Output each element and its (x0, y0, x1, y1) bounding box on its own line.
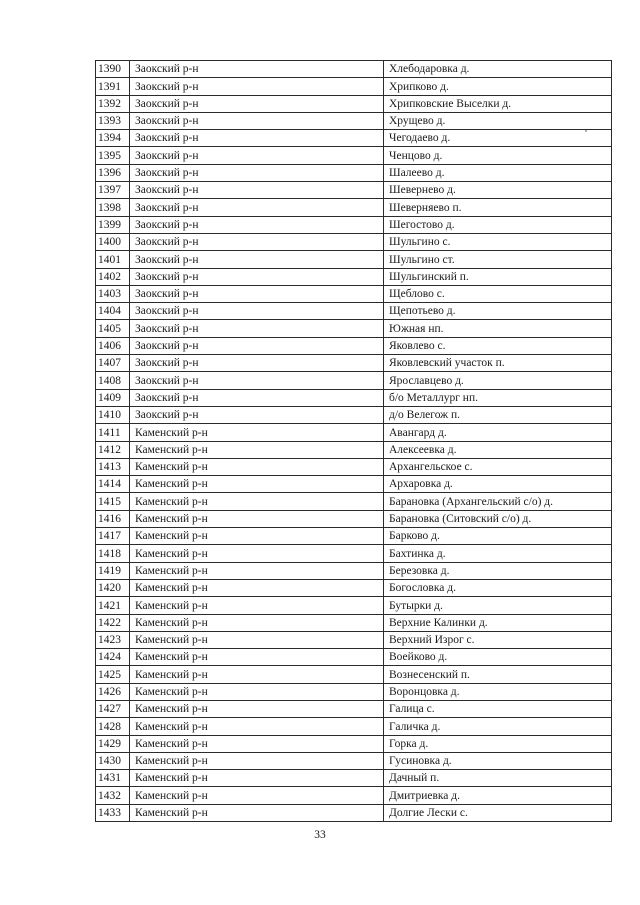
table-row (96, 406, 612, 423)
row-number-cell: 1417 (96, 528, 130, 545)
settlement-cell: Яковлево с. (384, 337, 612, 354)
settlement-cell: Шульгино с. (384, 233, 612, 250)
settlement-cell: Шеверняево п. (384, 199, 612, 216)
row-number-cell: 1415 (96, 493, 130, 510)
table-row (96, 164, 612, 181)
district-cell: Каменский р-н (130, 579, 384, 596)
settlement-cell: Архаровка д. (384, 476, 612, 493)
district-cell: Заокский р-н (130, 406, 384, 423)
row-number-cell: 1401 (96, 251, 130, 268)
district-cell: Заокский р-н (130, 61, 384, 78)
settlement-cell: Барановка (Ситовский с/о) д. (384, 510, 612, 527)
settlement-cell: Воронцовка д. (384, 683, 612, 700)
settlement-cell: Ярославцево д. (384, 372, 612, 389)
table-row (96, 216, 612, 233)
district-cell: Заокский р-н (130, 285, 384, 302)
district-cell: Заокский р-н (130, 164, 384, 181)
table-row (96, 718, 612, 735)
district-cell: Заокский р-н (130, 216, 384, 233)
table-row (96, 597, 612, 614)
row-number-cell: 1405 (96, 320, 130, 337)
table-row (96, 95, 612, 112)
settlement-cell: б/о Металлург нп. (384, 389, 612, 406)
district-cell: Каменский р-н (130, 804, 384, 821)
district-cell: Каменский р-н (130, 718, 384, 735)
row-number-cell: 1416 (96, 510, 130, 527)
table-row (96, 562, 612, 579)
district-cell: Каменский р-н (130, 614, 384, 631)
table-row (96, 389, 612, 406)
row-number-cell: 1397 (96, 182, 130, 199)
district-cell: Заокский р-н (130, 130, 384, 147)
settlement-cell: Алексеевка д. (384, 441, 612, 458)
district-cell: Каменский р-н (130, 597, 384, 614)
table-row (96, 320, 612, 337)
table-row (96, 337, 612, 354)
row-number-cell: 1419 (96, 562, 130, 579)
table-body (96, 61, 612, 822)
settlement-cell: Чегодаево д. (384, 130, 612, 147)
settlement-cell: Горка д. (384, 735, 612, 752)
table-row (96, 545, 612, 562)
district-cell: Заокский р-н (130, 147, 384, 164)
table-row (96, 787, 612, 804)
settlement-cell: Щеблово с. (384, 285, 612, 302)
row-number-cell: 1430 (96, 752, 130, 769)
row-number-cell: 1407 (96, 355, 130, 372)
settlement-cell: Хлебодаровка д. (384, 61, 612, 78)
settlement-cell: Хрипковские Выселки д. (384, 95, 612, 112)
row-number-cell: 1392 (96, 95, 130, 112)
table-row (96, 649, 612, 666)
table-row (96, 61, 612, 78)
settlement-cell: Воейково д. (384, 649, 612, 666)
district-cell: Каменский р-н (130, 770, 384, 787)
table-row (96, 804, 612, 821)
row-number-cell: 1409 (96, 389, 130, 406)
district-cell: Заокский р-н (130, 268, 384, 285)
table-row (96, 112, 612, 129)
row-number-cell: 1391 (96, 78, 130, 95)
settlement-cell: Галичка д. (384, 718, 612, 735)
row-number-cell: 1396 (96, 164, 130, 181)
district-cell: Каменский р-н (130, 649, 384, 666)
settlement-cell: Богословка д. (384, 579, 612, 596)
district-cell: Каменский р-н (130, 683, 384, 700)
district-cell: Заокский р-н (130, 78, 384, 95)
row-number-cell: 1402 (96, 268, 130, 285)
row-number-cell: 1406 (96, 337, 130, 354)
district-cell: Каменский р-н (130, 752, 384, 769)
table-row (96, 355, 612, 372)
district-cell: Каменский р-н (130, 562, 384, 579)
district-cell: Заокский р-н (130, 95, 384, 112)
district-cell: Заокский р-н (130, 320, 384, 337)
district-cell: Каменский р-н (130, 735, 384, 752)
row-number-cell: 1395 (96, 147, 130, 164)
table-row (96, 493, 612, 510)
table-row (96, 700, 612, 717)
table-row (96, 182, 612, 199)
table-row (96, 199, 612, 216)
settlement-cell: Архангельское с. (384, 458, 612, 475)
row-number-cell: 1428 (96, 718, 130, 735)
district-cell: Заокский р-н (130, 233, 384, 250)
row-number-cell: 1398 (96, 199, 130, 216)
settlement-cell: Шегостово д. (384, 216, 612, 233)
settlement-cell: Хрипково д. (384, 78, 612, 95)
settlement-cell: Вознесенский п. (384, 666, 612, 683)
settlement-cell: Шалеево д. (384, 164, 612, 181)
table-row (96, 233, 612, 250)
row-number-cell: 1425 (96, 666, 130, 683)
row-number-cell: 1404 (96, 303, 130, 320)
row-number-cell: 1429 (96, 735, 130, 752)
row-number-cell: 1423 (96, 631, 130, 648)
table-row (96, 631, 612, 648)
settlement-cell: Авангард д. (384, 424, 612, 441)
row-number-cell: 1426 (96, 683, 130, 700)
table-row (96, 303, 612, 320)
row-number-cell: 1433 (96, 804, 130, 821)
settlements-table (95, 60, 612, 822)
table-row (96, 752, 612, 769)
row-number-cell: 1412 (96, 441, 130, 458)
district-cell: Каменский р-н (130, 787, 384, 804)
district-cell: Заокский р-н (130, 337, 384, 354)
row-number-cell: 1408 (96, 372, 130, 389)
settlement-cell: Ченцово д. (384, 147, 612, 164)
district-cell: Заокский р-н (130, 182, 384, 199)
row-number-cell: 1427 (96, 700, 130, 717)
row-number-cell: 1414 (96, 476, 130, 493)
row-number-cell: 1422 (96, 614, 130, 631)
district-cell: Каменский р-н (130, 458, 384, 475)
scan-speck (585, 130, 587, 132)
row-number-cell: 1432 (96, 787, 130, 804)
district-cell: Заокский р-н (130, 389, 384, 406)
table-row (96, 268, 612, 285)
table-row (96, 614, 612, 631)
table-row (96, 458, 612, 475)
table-row (96, 372, 612, 389)
district-cell: Заокский р-н (130, 199, 384, 216)
page-number: 33 (314, 829, 326, 841)
district-cell: Заокский р-н (130, 251, 384, 268)
district-cell: Каменский р-н (130, 666, 384, 683)
table-row (96, 683, 612, 700)
row-number-cell: 1421 (96, 597, 130, 614)
district-cell: Каменский р-н (130, 510, 384, 527)
row-number-cell: 1424 (96, 649, 130, 666)
table-row (96, 735, 612, 752)
table-row (96, 78, 612, 95)
row-number-cell: 1420 (96, 579, 130, 596)
table-row (96, 251, 612, 268)
table-row (96, 579, 612, 596)
settlement-cell: Яковлевский участок п. (384, 355, 612, 372)
table-row (96, 147, 612, 164)
settlement-cell: Березовка д. (384, 562, 612, 579)
table-row (96, 666, 612, 683)
table-row (96, 510, 612, 527)
row-number-cell: 1411 (96, 424, 130, 441)
row-number-cell: 1393 (96, 112, 130, 129)
settlement-cell: Галица с. (384, 700, 612, 717)
settlement-cell: Хрущево д. (384, 112, 612, 129)
settlement-cell: Верхний Изрог с. (384, 631, 612, 648)
table-row (96, 528, 612, 545)
settlement-cell: Дачный п. (384, 770, 612, 787)
table-row (96, 770, 612, 787)
district-cell: Заокский р-н (130, 372, 384, 389)
settlement-cell: Южная нп. (384, 320, 612, 337)
settlement-cell: Барково д. (384, 528, 612, 545)
district-cell: Каменский р-н (130, 545, 384, 562)
row-number-cell: 1390 (96, 61, 130, 78)
settlement-cell: Верхние Калинки д. (384, 614, 612, 631)
table-row (96, 285, 612, 302)
row-number-cell: 1413 (96, 458, 130, 475)
row-number-cell: 1394 (96, 130, 130, 147)
settlement-cell: Шульгино ст. (384, 251, 612, 268)
district-cell: Каменский р-н (130, 528, 384, 545)
settlement-cell: Гусиновка д. (384, 752, 612, 769)
district-cell: Заокский р-н (130, 303, 384, 320)
settlement-cell: Бахтинка д. (384, 545, 612, 562)
settlement-cell: Долгие Лески с. (384, 804, 612, 821)
settlement-cell: Шульгинский п. (384, 268, 612, 285)
district-cell: Каменский р-н (130, 631, 384, 648)
settlement-cell: Дмитриевка д. (384, 787, 612, 804)
district-cell: Каменский р-н (130, 441, 384, 458)
row-number-cell: 1400 (96, 233, 130, 250)
settlement-cell: д/о Велегож п. (384, 406, 612, 423)
row-number-cell: 1399 (96, 216, 130, 233)
district-cell: Заокский р-н (130, 112, 384, 129)
district-cell: Заокский р-н (130, 355, 384, 372)
table-row (96, 424, 612, 441)
district-cell: Каменский р-н (130, 700, 384, 717)
settlement-cell: Шевернево д. (384, 182, 612, 199)
table-row (96, 130, 612, 147)
settlement-cell: Бутырки д. (384, 597, 612, 614)
row-number-cell: 1418 (96, 545, 130, 562)
settlement-cell: Щепотьево д. (384, 303, 612, 320)
table-row (96, 476, 612, 493)
row-number-cell: 1403 (96, 285, 130, 302)
district-cell: Каменский р-н (130, 493, 384, 510)
row-number-cell: 1410 (96, 406, 130, 423)
settlement-cell: Барановка (Архангельский с/о) д. (384, 493, 612, 510)
district-cell: Каменский р-н (130, 424, 384, 441)
district-cell: Каменский р-н (130, 476, 384, 493)
row-number-cell: 1431 (96, 770, 130, 787)
table-row (96, 441, 612, 458)
